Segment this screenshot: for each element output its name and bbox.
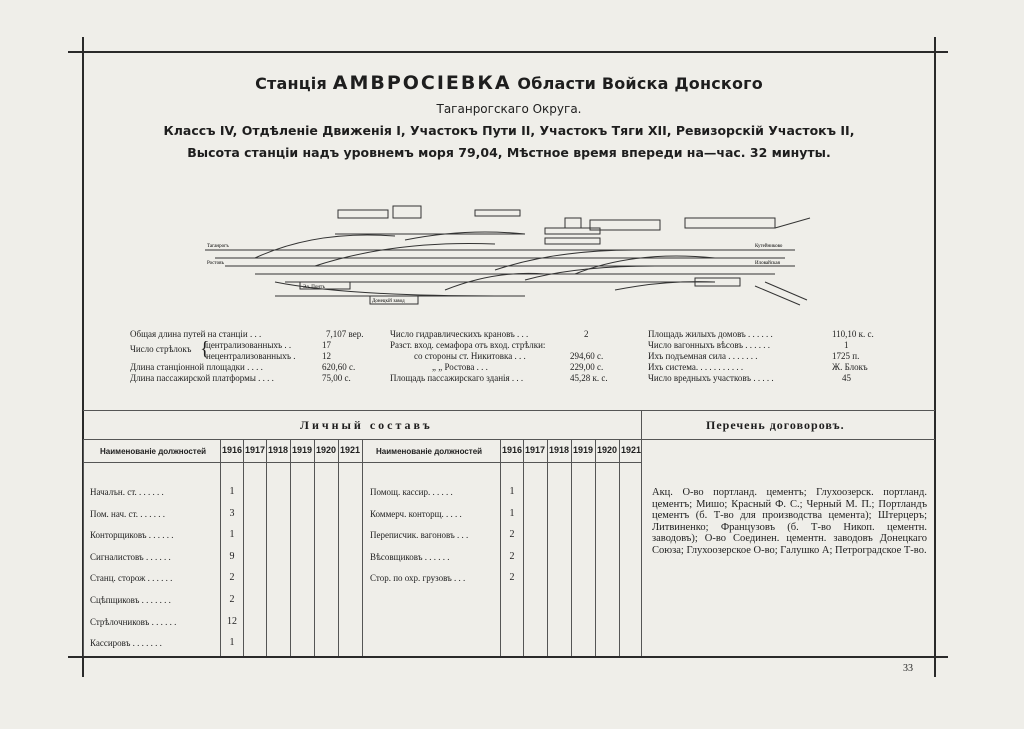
stat-label: Число вагонныхъ вѣсовъ . . . . . .: [648, 340, 771, 350]
right-count-1916: 1: [509, 507, 515, 519]
schema-label-c: Таганрогъ: [207, 244, 229, 249]
stat-label: Длина станціонной площадки . . . .: [130, 362, 263, 372]
station-name: АМВРОСІЕВКА: [332, 72, 512, 94]
left-position-name: Станц. сторож . . . . . .: [90, 573, 173, 584]
right-position-name: Вѣсовщиковъ . . . . . .: [370, 551, 450, 562]
table-col-line: [523, 439, 524, 656]
schema-label-b: Донецкій завод: [372, 299, 405, 304]
left-position-name: Началън. ст. . . . . . .: [90, 487, 164, 497]
table-col-line: [362, 439, 363, 656]
stat-value: 620,60 с.: [322, 362, 356, 372]
stats-col-2: [390, 329, 640, 384]
stat-value: 45,28 к. с.: [570, 373, 608, 383]
right-year-1919: 1919: [573, 445, 594, 455]
left-count-1916: 9: [229, 550, 235, 562]
stat-label: Ихъ система. . . . . . . . . . .: [648, 362, 744, 372]
table-col-line: [290, 439, 291, 656]
right-count-1916: 2: [509, 529, 515, 541]
table-col-line: [83, 439, 84, 656]
station-altitude-info: Высота станціи надъ уровнемъ моря 79,04, Мѣстное время впереди на—час. 32 минуты.: [187, 145, 831, 160]
right-count-1916: 2: [509, 572, 515, 584]
left-year-1921: 1921: [340, 445, 361, 455]
page-number: 33: [903, 663, 913, 674]
frame-bottom-line: [68, 656, 948, 658]
right-year-1920: 1920: [597, 445, 618, 455]
right-year-1918: 1918: [549, 445, 570, 455]
right-year-1917: 1917: [525, 445, 546, 455]
schema-label-e: Кутейниково: [755, 244, 783, 249]
stat-value: 17: [322, 340, 331, 350]
stats-col-1: [130, 329, 380, 384]
stat-label: Длина пассажирской платформы . . . .: [130, 373, 274, 383]
left-year-1916: 1916: [222, 445, 243, 455]
stat-label: „ „ Ростова . . .: [432, 362, 488, 372]
stat-label: Площадь пассажирскаго зданія . . .: [390, 373, 524, 383]
right-position-name: Стор. по охр. грузовъ . . .: [370, 573, 466, 584]
table-col-line: [500, 439, 501, 656]
right-year-1916: 1916: [502, 445, 523, 455]
left-count-1916: 2: [229, 572, 235, 584]
stat-label: Число стрѣлокъ: [130, 344, 192, 354]
title-prefix: Станція: [255, 74, 327, 93]
left-count-1916: 3: [229, 507, 235, 519]
stat-value: 110,10 к. с.: [832, 329, 874, 339]
col-header-right: Наименованіе должностей: [376, 447, 483, 456]
left-year-1919: 1919: [292, 445, 313, 455]
schema-label-d: Ростовъ: [207, 261, 224, 266]
contracts-header-line: [641, 439, 935, 440]
okrug-subtitle: Таганрогскаго Округа.: [436, 102, 582, 116]
right-year-1921: 1921: [621, 445, 642, 455]
schema-label-f: Иловайская: [755, 261, 780, 266]
stat-value: 75,00 с.: [322, 373, 351, 383]
table-col-line: [314, 439, 315, 656]
left-position-name: Сцѣпщиковъ . . . . . . .: [90, 595, 171, 605]
station-title: [83, 70, 935, 96]
stat-value: 2: [584, 329, 589, 339]
right-position-name: Переписчик. вагоновъ . . .: [370, 530, 469, 541]
stat-label: Площадь жилыхъ домовъ . . . . . .: [648, 329, 773, 339]
right-position-name: Коммерч. конторщ. . . . .: [370, 508, 462, 519]
table-col-line: [571, 439, 572, 656]
track-schematic: [195, 200, 815, 315]
table-col-line: [619, 439, 620, 656]
table-col-line: [338, 439, 339, 656]
title-region: Области Войска Донского: [517, 74, 763, 93]
table-col-line: [641, 439, 642, 656]
stat-value: 45: [842, 373, 851, 383]
left-position-name: Сигналистовъ . . . . . .: [90, 551, 171, 562]
stat-label: централизованныхъ . .: [206, 340, 292, 350]
left-position-name: Пом. нач. ст. . . . . . .: [90, 508, 166, 519]
left-count-1916: 2: [229, 594, 235, 605]
stat-label: Разст. вход. семафора отъ вход. стрѣлки:: [390, 340, 546, 350]
page-header: [83, 70, 935, 164]
stat-value: 7,107 вер.: [326, 329, 364, 339]
stats-col-3: [648, 329, 918, 384]
stat-value: Ж. Блокъ: [832, 362, 868, 372]
col-header-left: Наименованіе должностей: [100, 447, 207, 456]
stat-label: Общая длина путей на станціи . . .: [130, 329, 262, 339]
left-position-name: Кассировъ . . . . . . .: [90, 638, 162, 649]
left-year-1918: 1918: [268, 445, 289, 455]
left-count-1916: 1: [229, 529, 235, 541]
section-divider: [83, 410, 935, 411]
stat-label: Ихъ подъемная сила . . . . . . .: [648, 351, 758, 361]
stat-value: 12: [322, 351, 331, 361]
frame-top-line: [68, 51, 948, 53]
table-col-line: [547, 439, 548, 656]
left-count-1916: 12: [227, 615, 237, 627]
brace-glyph: {: [200, 338, 210, 360]
right-count-1916: 1: [509, 486, 515, 497]
stat-value: 1: [844, 340, 849, 350]
stat-label: нецентрализованныхъ .: [206, 351, 296, 361]
contracts-list: Акц. О-во портланд. цементъ; Глухоозерск. портланд. цементъ; Мишо; Красный Ф. С.; Черный М. П.; Портландъ цементъ (б. Т-во для производства цемента); Штерцеръ; Литвиненко; Французовъ (б. Т-во Никоп. цементн. заводовъ); О-во Соединен. цементн. заводовъ Донецкаго Союза; Глухоозерское О-во; Галушко А; Петроградское Т-во.: [652, 487, 927, 556]
right-count-1916: 2: [509, 550, 515, 562]
stat-label: со стороны ст. Никитовка . . .: [414, 351, 526, 361]
stat-label: Число гидравлическихъ крановъ . . .: [390, 329, 529, 339]
stat-value: 1725 п.: [832, 351, 860, 361]
stat-value: 294,60 с.: [570, 351, 604, 361]
table-col-line: [243, 439, 244, 656]
left-year-1917: 1917: [245, 445, 266, 455]
left-count-1916: 1: [229, 637, 235, 649]
right-position-name: Помощ. кассир. . . . . .: [370, 487, 453, 497]
table-col-line: [220, 439, 221, 656]
stat-label: Число вредныхъ участковъ . . . . .: [648, 373, 774, 383]
left-position-name: Конторщиковъ . . . . . .: [90, 530, 174, 541]
table-col-line: [266, 439, 267, 656]
left-year-1920: 1920: [316, 445, 337, 455]
stat-value: 229,00 с.: [570, 362, 604, 372]
station-class-info: Классъ IV, Отдѣленіе Движенія I, Участокъ Пути II, Участокъ Тяги XII, Ревизорскій Участокъ II,: [163, 123, 855, 138]
personnel-title: Личный составъ: [300, 418, 433, 432]
left-count-1916: 1: [229, 486, 235, 497]
table-col-line: [595, 439, 596, 656]
contracts-title: Перечень договоровъ.: [706, 418, 845, 432]
schema-label-a: Эл. Понтъ: [303, 285, 325, 290]
left-position-name: Стрѣлочниковъ . . . . . .: [90, 616, 177, 627]
